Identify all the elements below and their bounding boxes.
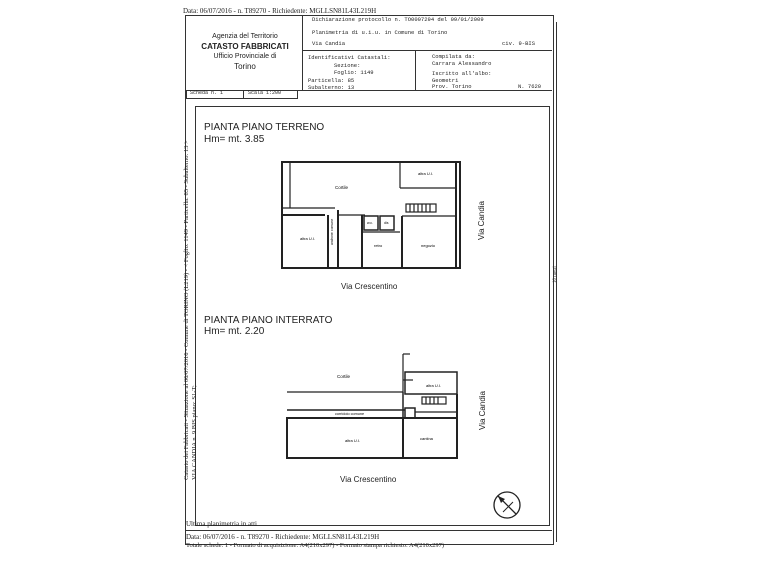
basement-title: PIANTA PIANO INTERRATO bbox=[204, 315, 333, 326]
gf-negozio: negozio bbox=[421, 243, 436, 248]
ground-floor-height: Hm= mt. 3.85 bbox=[204, 134, 265, 145]
ground-floor-plan bbox=[280, 160, 470, 275]
bs-street-bottom: Via Crescentino bbox=[340, 475, 397, 484]
agency-office: Ufficio Provinciale di bbox=[213, 53, 277, 60]
scheda-divider bbox=[243, 90, 244, 98]
agency-block bbox=[190, 32, 300, 72]
left-vertical-address: VIA CANDIA n. 9 BIS piano: S1-T; bbox=[191, 385, 198, 480]
scale-note: 10 metri bbox=[553, 266, 558, 283]
compiler-divider bbox=[415, 50, 416, 91]
identifiers-foglio: Foglio: 1149 bbox=[334, 69, 374, 76]
identifiers-subalterno: Subalterno: 13 bbox=[308, 84, 355, 91]
gf-street-bottom: Via Crescentino bbox=[341, 282, 398, 291]
agency-divider bbox=[302, 15, 303, 91]
gf-altra-ui-left: altra U.I. bbox=[300, 236, 316, 241]
top-stamp: Data: 06/07/2016 - n. T89270 - Richiedente: MGLLSN81L43L219H bbox=[183, 7, 377, 15]
left-vertical-cadastre: Catasto dei Fabbricati - Situazione al 06/07/2016 - Comune di TORINO (L219) - < Foglio: 1149 - Particella: 85 - Subalterno: 13 > bbox=[183, 140, 190, 480]
agency-name: Agenzia del Territorio bbox=[212, 33, 278, 40]
compiler-number: N. 7620 bbox=[518, 83, 542, 90]
footer-sheets: Totale schede: 1 - Formato di acquisizione: A4(210x297) - Formato stampa richiesto: A4(210x297) bbox=[186, 542, 445, 549]
ground-floor-title: PIANTA PIANO TERRENO bbox=[204, 122, 325, 133]
bs-cortile: Cortile bbox=[337, 374, 351, 379]
footer-separator bbox=[186, 530, 552, 531]
agency-catasto: CATASTO FABBRICATI bbox=[201, 42, 289, 51]
gf-dis: dis bbox=[384, 221, 389, 225]
agency-city: Torino bbox=[234, 62, 256, 71]
gf-altra-ui-top: altra U.I. bbox=[418, 171, 434, 176]
gf-retro: retro bbox=[374, 243, 383, 248]
bs-street-side: Via Candia bbox=[478, 391, 487, 430]
scheda-scale: Scala 1:200 bbox=[248, 90, 282, 96]
compiler-profession: Geometri bbox=[432, 76, 459, 84]
basement-plan bbox=[285, 352, 470, 462]
declaration-civic: civ. 9-BIS bbox=[502, 40, 536, 47]
basement-height: Hm= mt. 2.20 bbox=[204, 326, 265, 337]
bs-altra-ui-big: altra U.I. bbox=[345, 438, 361, 443]
bs-corridoio: corridoio comune bbox=[335, 412, 365, 416]
bs-altra-ui-small: altra U.I. bbox=[426, 383, 442, 388]
identifiers-block bbox=[308, 54, 391, 92]
gf-androne: androne comune bbox=[330, 218, 334, 245]
declaration-plan: Planimetria di u.i.u. in Comune di Torino bbox=[312, 29, 448, 36]
declaration-protocol: Dichiarazione protocollo n. TO0007294 del 09/01/2009 bbox=[312, 16, 484, 23]
declaration-divider bbox=[302, 50, 552, 51]
gf-cortile: Cortile bbox=[335, 185, 349, 190]
identifiers-sezione: Sezione: bbox=[334, 61, 361, 69]
gf-street-side: Via Candia bbox=[477, 201, 486, 240]
compiler-label: Compilata da: bbox=[432, 53, 475, 60]
compiler-name: Carrara Alessandro bbox=[432, 59, 492, 67]
identifiers-particella: Particella: 85 bbox=[308, 76, 355, 84]
north-arrow-icon bbox=[492, 490, 522, 520]
declaration-street: Via Candia bbox=[312, 40, 346, 47]
compiler-block bbox=[432, 54, 491, 84]
footer-last-plan: Ultima planimetria in atti bbox=[186, 520, 257, 528]
identifiers-heading: Identificativi Catastali: bbox=[308, 54, 391, 61]
footer-stamp: Data: 06/07/2016 - n. T89270 - Richiedente: MGLLSN81L43L219H bbox=[186, 533, 380, 541]
gf-wc: w.c. bbox=[367, 221, 374, 225]
compiler-province: Prov. Torino bbox=[432, 83, 472, 90]
scheda-number: Scheda n. 1 bbox=[190, 90, 224, 96]
bs-cantina: cantina bbox=[420, 436, 433, 441]
compiler-register: Iscritto all'albo: bbox=[432, 70, 492, 77]
